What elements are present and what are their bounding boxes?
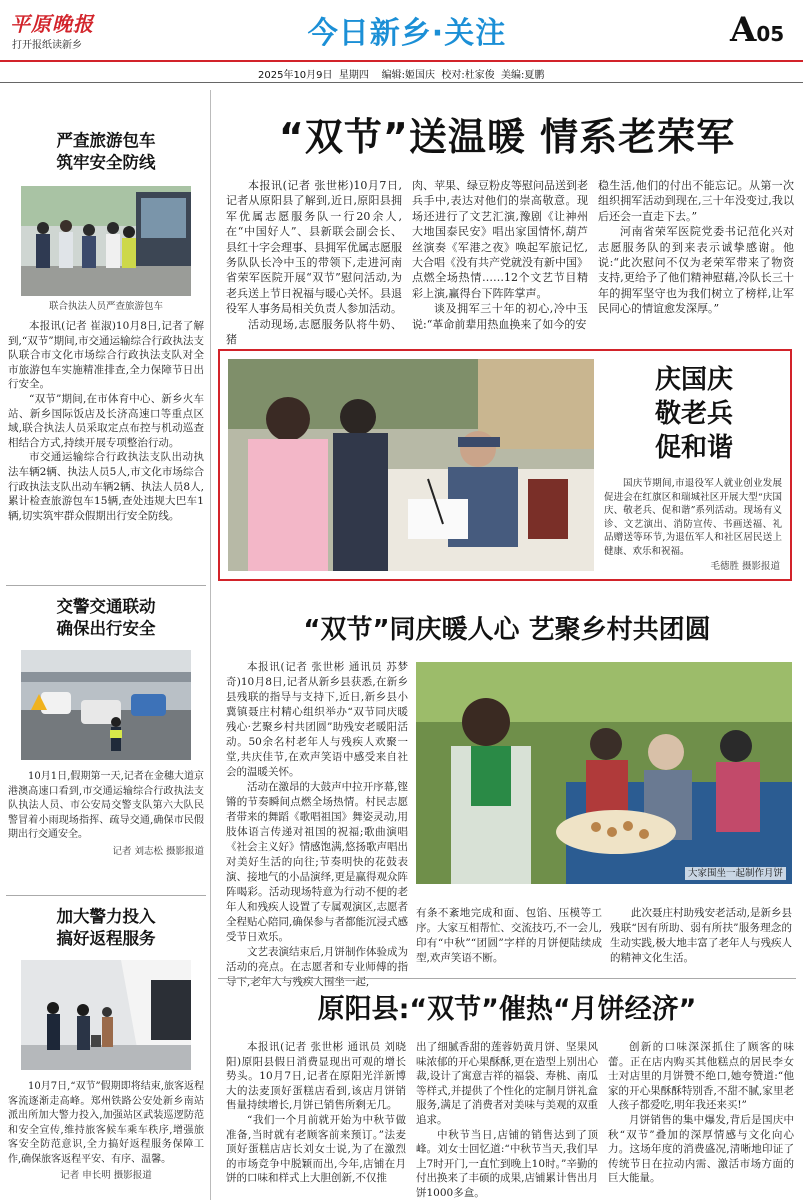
section-title: 今日新乡·关注 [307,16,507,51]
second-column-3 [610,906,792,966]
page-digits: 05 [756,22,785,46]
paragraph: 文艺表演结束后,月饼制作体验成为活动的亮点。在志愿者和专业师傅的指导下,老年人与残疾人围坐一起, [226,946,408,988]
photo-credit: 毛德胜 摄影报道 [710,561,780,572]
paragraph: 中秋节当日,店铺的销售达到了顶峰。刘女士回忆道:“中秋节当天,我们早上7时开门,一直忙到晚上10时。”辛勤的付出换来了丰硕的成果,店铺累计售出月饼1000多盒。 [416,1128,598,1199]
paragraph: 有条不紊地完成和面、包馅、压模等工序。大家互相帮忙、交流技巧,不一会儿,印有“中秋”“团圆”字样的月饼便陆续成型,欢声笑语不断。 [416,907,602,964]
paragraph: 本报讯(记者 崔淑)10月8日,记者了解到,“双节”期间,市交通运输综合行政执法支队联合市文化市场综合行政执法支队对全市旅游包车实施精准排查,全力保障节日出行安全。 [8,320,204,391]
section-divider [218,978,796,979]
paragraph: 本报讯(记者 张世彬)10月7日,记者从原阳县了解到,近日,原阳县拥军优属志愿服务队一行20余人,在“中国好人”、县新联会副会长、县红十字会理事、县拥军优属志愿服务队队长冷中玉的带领下,走进河南省荣军医院开展“双节”慰问活动,为老兵送上节日祝福与暖心关怀。县退役军人事务局相关负责人参加活动。 [226,179,402,316]
paragraph: 河南省荣军医院党委书记范化兴对志愿服务队的到来表示诚挚感谢。他说:“此次慰问不仅为老荣军带来了物资支持,更给予了他们精神慰藉,冷队长三十年的拥军坚守也为我们树立了榜样,让军民同心的情谊愈发深厚。” [598,225,794,316]
paragraph: 肉、苹果、绿豆粉皮等慰问品送到老兵手中,表达对他们的崇高敬意。现场还进行了文艺汇演,豫剧《让神州大地国泰民安》唱出家国情怀,葫芦丝演奏《军港之夜》唤起军旅记忆,大合唱《没有共产党就没有新中国》点燃全场热情……12个文艺节目精彩上演,赢得台下阵阵掌声。 [412,179,588,300]
sidebar-story-traffic [8,590,204,858]
paragraph: 活动现场,志愿服务队将牛奶、猪 [226,317,402,347]
photo-railway-station [21,960,191,1070]
second-column-1 [226,660,408,990]
photo-mooncake-making [416,662,792,884]
section-divider [6,895,206,896]
page-letter: A [730,10,757,50]
masthead-rule-thin [0,82,803,83]
paragraph: 谈及拥军三十年的初心,冷中玉说:“革命前辈用热血换来了如今的安 [412,302,588,331]
third-column-2 [416,1040,598,1201]
paragraph: 出了细腻香甜的莲蓉奶黄月饼、坚果风味浓郁的开心果酥酥,更在造型上别出心裁,设计了寓意吉祥的福袋、寿桃、南瓜等样式,并提供了个性化的定制月饼礼盒服务,满足了消费者对美味与美观的双重追求。 [416,1041,598,1126]
newspaper-logo: 平原晚报 [10,12,94,36]
feature-title-line-1: 庆国庆 [654,365,733,395]
paragraph: 本报讯(记者 张世彬 通讯员 刘晓阳)原阳县假日消费显现出可观的增长势头。10月7日,记者在原阳光洋新博大的法麦顶好蛋糕店看到,该店月饼销售量持续增长,月饼已销售所剩无几。 [226,1041,406,1112]
feature-title [604,363,784,465]
photo-veterans-calligraphy [228,359,594,571]
feature-title-line-3: 促和谐 [654,433,733,463]
headline-line-1: 严查旅游包车 [56,131,156,150]
section-divider [6,585,206,586]
second-column-2 [416,906,602,966]
headline-line-2: 确保出行安全 [56,619,156,638]
page-number [730,10,784,50]
story-headline [8,130,204,174]
sidebar-story-tour-bus [8,92,204,523]
feature-title-line-2: 敬老兵 [654,399,733,429]
third-column-3 [608,1040,794,1186]
feature-text [604,477,782,559]
story-body [8,770,204,843]
lead-column-3 [598,178,794,317]
column-divider [210,90,211,1200]
photo-credit: 记者 申长明 摄影报道 [60,1170,152,1181]
paragraph: 创新的口味深深抓住了顾客的味蕾。正在店内购买其他糕点的居民李女士对店里的月饼赞不绝口,她夸赞道:“他家的开心果酥酥特别香,不甜不腻,家里老人孩子都爱吃,明年我还来买!” [608,1041,794,1112]
paragraph: 10月7日,“双节”假期即将结束,旅客返程客流逐渐走高峰。郑州铁路公安处新乡南站派出所加大警力投入,加强站区武装巡逻防范和安全宣传,维持旅客候车乘车秩序,增强旅客安全防范意识,全力搞好返程服务保障工作,确保旅客返程平安、有序、温馨。 [8,1081,204,1165]
paragraph: 稳生活,他们的付出不能忘记。从第一次组织拥军活动到现在,三十年没变过,我以后还会一直走下去。” [598,179,794,223]
paragraph: “双节”期间,在市体育中心、新乡火车站、新乡国际饭店及长济高速口等重点区域,联合执法人员采取定点布控与机动巡查相结合方式,持续开展专项整治行动。 [8,392,204,449]
lead-headline: “双节”送温暖 情系老荣军 [278,115,736,159]
headline-line-2: 筑牢安全防线 [56,153,156,172]
paragraph: 本报讯(记者 张世彬 通讯员 苏梦奇)10月8日,记者从新乡县获悉,在新乡县残联的指导与支持下,近日,新乡县小冀镇聂庄村精心组织举办“双节同庆暖残心·艺聚乡村共团圆”助残安老暖阳活动。50余名村老年人与残疾人欢聚一堂,共庆佳节,在欢声笑语中感受来自社会的温暖关怀。 [226,661,408,778]
masthead [0,0,803,82]
newspaper-slogan: 打开报纸读新乡 [12,40,82,51]
story-headline [8,596,204,640]
third-headline: 原阳县:“双节”催热“月饼经济” [317,994,697,1025]
issue-info: 2025年10月9日 星期四 编辑:姬国庆 校对:杜家俊 美编:夏鹏 [258,70,545,81]
paragraph: 市交通运输综合行政执法支队出动执法车辆2辆、执法人员5人,市文化市场综合行政执法支队出动车辆2辆、执法人员8人,累计检查旅游包车15辆,查处违规大巴车1辆,切实筑牢群众假期出行安全防线。 [8,451,204,522]
paragraph: “我们一个月前就开始为中秋节做准备,当时就有老顾客前来预订。”法麦顶好蛋糕店店长刘女士说,为了在激烈的市场竞争中脱颖而出,今年,店铺在月饼的口味和样式上大胆创新,不仅推 [226,1113,406,1185]
paragraph: 此次聂庄村助残安老活动,是新乡县残联“因有所助、弱有所扶”服务理念的生动实践,极大地丰富了老年人与残疾人的精神文化生活。 [610,907,792,964]
third-column-1 [226,1040,406,1186]
headline-line-1: 交警交通联动 [56,597,156,616]
paragraph: 10月1日,假期第一天,记者在金穗大道京港澳高速口看到,市交通运输综合行政执法支队执法人员、市公安局交警支队第六大队民警冒着小雨现场指挥、疏导交通,确保市民假期出行交通安全。 [8,771,204,840]
photo-caption: 大家围坐一起制作月饼 [685,867,786,880]
paragraph: 月饼销售的集中爆发,背后是国庆中秋“双节”叠加的深厚情感与文化向心力。这场年度的消费盛况,清晰地印证了传统节日在拉动内需、激活市场方面的巨大能量。 [608,1113,794,1185]
photo-traffic-police [21,650,191,760]
headline-line-1: 加大警力投入 [56,907,156,926]
photo-feature-box [218,349,792,581]
masthead-rule [0,60,803,62]
photo-caption: 联合执法人员严查旅游包车 [48,301,163,312]
story-body [8,1080,204,1167]
photo-bus-inspection [21,186,191,296]
lead-column-1 [226,178,402,347]
story-headline [8,906,204,950]
sidebar-story-return-trip [8,900,204,1182]
second-headline: “双节”同庆暖人心 艺聚乡村共团圆 [303,615,711,645]
paragraph: 活动在激昂的大鼓声中拉开序幕,铿锵的节奏瞬间点燃全场热情。村民志愿者带来的舞蹈《歌唱祖国》舞姿灵动,用肢体语言传递对祖国的祝福;歌曲演唱《社会主义好》情感饱满,悠扬歌声唱出对美好生活的向往;节奏明快的花鼓表演、接地气的小品演绎,更是赢得观众阵阵喝彩。活动现场特意为行动不便的老年人和残疾人设置了专属观演区,志愿者全程贴心陪同,确保参与者都能沉浸式感受节日欢乐。 [226,781,408,943]
headline-line-2: 搞好返程服务 [56,929,156,948]
story-body [8,319,204,523]
paragraph: 国庆节期间,市退役军人就业创业发展促进会在红旗区和瑞城社区开展大型“庆国庆、敬老兵、促和谐”系列活动。现场有义诊、文艺演出、消防宣传、书画送福、礼品赠送等环节,为退伍军人和社区居民送上健康、欢乐和祝福。 [604,478,782,557]
photo-credit: 记者 刘志松 摄影报道 [112,845,204,857]
lead-column-2 [412,178,588,332]
